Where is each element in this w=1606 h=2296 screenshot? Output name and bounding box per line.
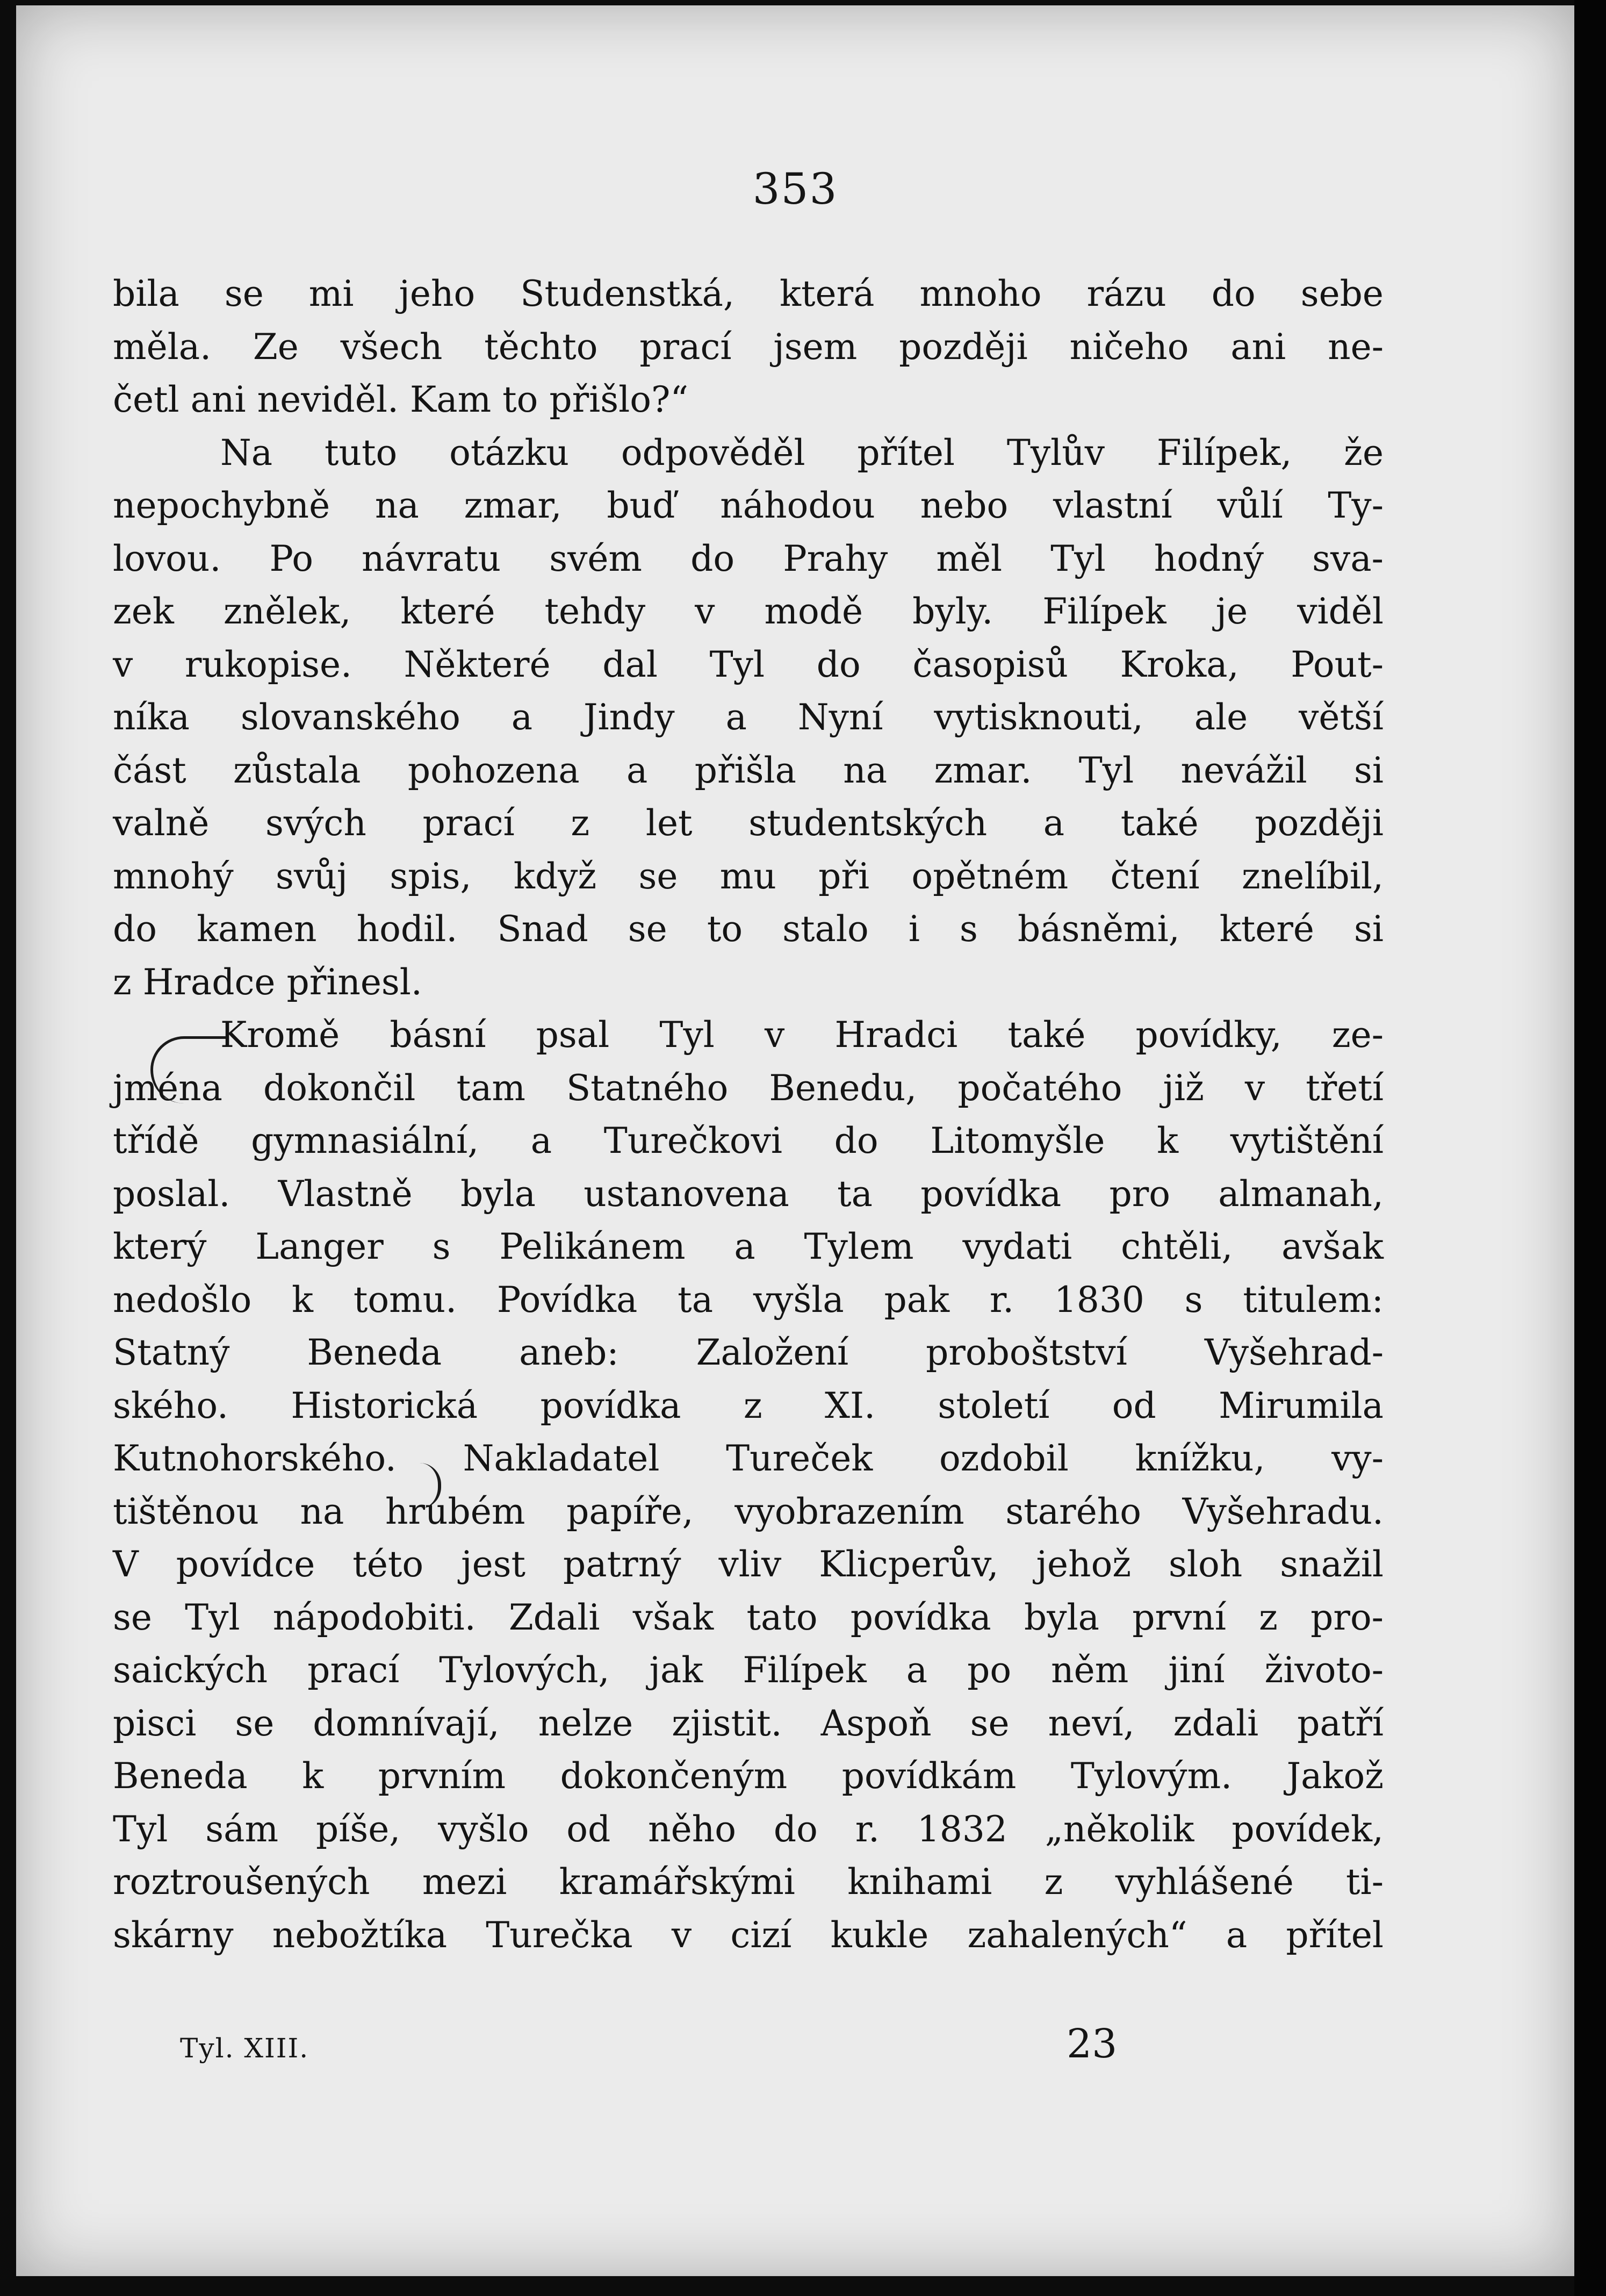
page-number: 353 <box>752 164 838 214</box>
body-text <box>113 268 1384 1962</box>
text-line: Na tuto otázku odpověděl přítel Tylův Filípek, že <box>220 432 1384 473</box>
page-footer <box>180 2021 1201 2075</box>
text-line: třídě gymnasiální, a Turečkovi do Litomyšle k vytištění <box>113 1120 1384 1161</box>
text-line: ského. Historická povídka z XI. století od Mirumila <box>113 1384 1384 1426</box>
book-page <box>16 5 1574 2276</box>
text-line: četl ani neviděl. Kam to přišlo?“ <box>113 379 689 420</box>
text-line: valně svých prací z let studentských a také později <box>113 802 1384 844</box>
text-line: roztroušených mezi kramářskými knihami z vyhlášené ti- <box>113 1861 1384 1903</box>
scan-edge <box>1574 0 1606 2296</box>
text-line: V povídce této jest patrný vliv Klicperův, jehož sloh snažil <box>113 1544 1384 1585</box>
footer-signature: Tyl. XIII. <box>180 2033 309 2064</box>
text-line: část zůstala pohozena a přišla na zmar. Tyl nevážil si <box>113 749 1384 791</box>
text-line: se Tyl nápodobiti. Zdali však tato povídka byla první z pro- <box>113 1596 1384 1638</box>
text-line: zek znělek, které tehdy v modě byly. Filípek je viděl <box>113 591 1384 632</box>
text-line: mnohý svůj spis, když se mu při opětném čtení znelíbil, <box>113 855 1384 897</box>
text-line: poslal. Vlastně byla ustanovena ta povídka pro almanah, <box>113 1173 1384 1215</box>
text-line: jména dokončil tam Statného Benedu, počatého již v třetí <box>113 1067 1384 1109</box>
text-line: který Langer s Pelikánem a Tylem vydati chtěli, avšak <box>113 1226 1384 1267</box>
text-line: měla. Ze všech těchto prací jsem později ničeho ani ne- <box>113 326 1384 368</box>
text-line: Kutnohorského. Nakladatel Tureček ozdobil knížku, vy- <box>113 1438 1384 1479</box>
text-line: Beneda k prvním dokončeným povídkám Tylovým. Jakož <box>113 1755 1384 1797</box>
text-line: Kromě básní psal Tyl v Hradci také povídky, ze- <box>220 1014 1384 1056</box>
text-line: pisci se domnívají, nelze zjistit. Aspoň se neví, zdali patří <box>113 1702 1384 1744</box>
text-line: v rukopise. Některé dal Tyl do časopisů Kroka, Pout- <box>113 643 1384 685</box>
text-line: Statný Beneda aneb: Založení proboštství Vyšehrad- <box>113 1332 1384 1373</box>
text-line: Tyl sám píše, vyšlo od něho do r. 1832 „několik povídek, <box>113 1808 1384 1850</box>
text-line: skárny nebožtíka Turečka v cizí kukle zahalených“ a přítel <box>113 1914 1384 1956</box>
text-line: do kamen hodil. Snad se to stalo i s básněmi, které si <box>113 908 1384 950</box>
text-line: níka slovanského a Jindy a Nyní vytisknouti, ale větší <box>113 697 1384 738</box>
text-line: nepochybně na zmar, buď náhodou nebo vlastní vůlí Ty- <box>113 485 1384 526</box>
text-line: z Hradce přinesl. <box>113 961 422 1003</box>
text-line: tištěnou na hrubém papíře, vyobrazením starého Vyšehradu. <box>113 1490 1384 1532</box>
text-line: lovou. Po návratu svém do Prahy měl Tyl hodný sva- <box>113 537 1384 579</box>
text-line: bila se mi jeho Studenstká, která mnoho rázu do sebe <box>113 273 1384 314</box>
text-line: nedošlo k tomu. Povídka ta vyšla pak r. 1830 s titulem: <box>113 1279 1384 1321</box>
text-line: saických prací Tylových, jak Filípek a po něm jiní životo- <box>113 1649 1384 1691</box>
footer-sheet-number: 23 <box>1067 2021 1118 2067</box>
